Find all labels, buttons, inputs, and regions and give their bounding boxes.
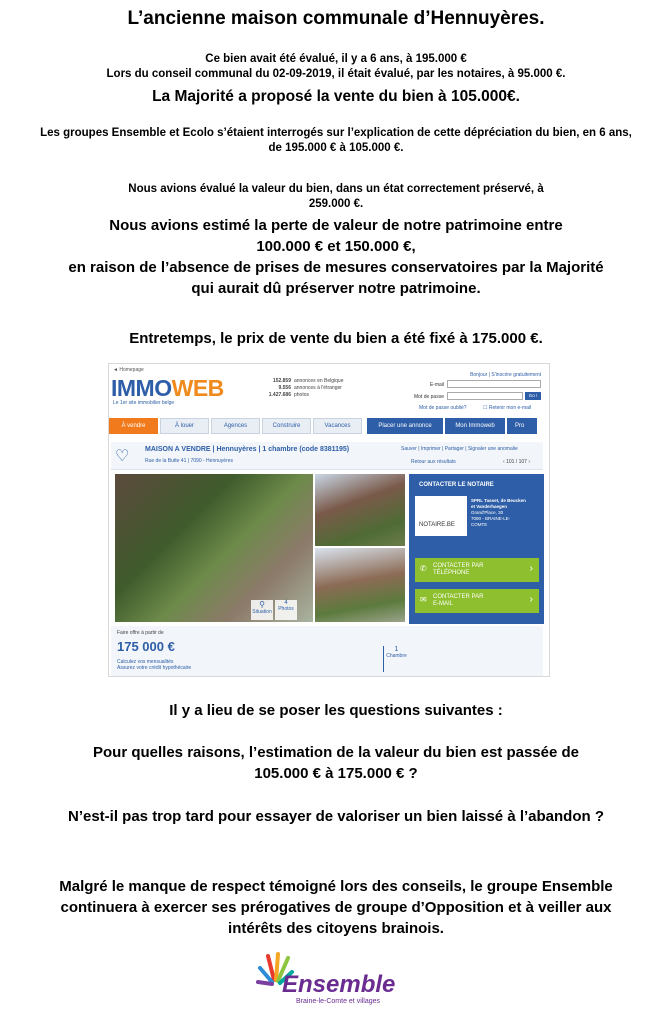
credit-insurance-link[interactable]: Assurez votre crédit hypothécaire bbox=[117, 665, 192, 671]
tab-a-vendre[interactable]: À vendre bbox=[109, 418, 158, 434]
intro-line: Lors du conseil communal du 02-09-2019, il était évalué, par les notaires, à 95.000 €. bbox=[106, 68, 566, 80]
result-counter bbox=[503, 459, 530, 465]
ensemble-logo bbox=[256, 950, 416, 1010]
homepage-link[interactable]: ◄ Homepage bbox=[113, 367, 144, 373]
stat-row bbox=[259, 378, 344, 385]
text-line: intérêts des citoyens brainois. bbox=[228, 920, 444, 937]
stat-label: annonces en Belgique bbox=[294, 378, 344, 384]
email-field[interactable] bbox=[447, 380, 541, 388]
heart-icon[interactable]: ♡ bbox=[115, 448, 130, 465]
password-label: Mot de passe bbox=[413, 394, 444, 400]
mortgage-calc-link[interactable]: Calculez vos mensualités bbox=[117, 659, 174, 665]
tab-vacances[interactable]: Vacances bbox=[313, 418, 362, 434]
notary-line: SPRL Tasset, de Beucken bbox=[471, 498, 526, 503]
label-line: CONTACTER PAR bbox=[433, 594, 484, 600]
mail-icon: ✉ bbox=[420, 595, 427, 604]
property-header bbox=[111, 442, 543, 470]
back-link[interactable]: Retour aux résultats bbox=[411, 459, 456, 465]
counter-text: 101 / 107 bbox=[506, 459, 527, 465]
text-line: Les groupes Ensemble et Ecolo s’étaient interrogés sur l’explication de cette dépréciation du bien, en 6 ans, bbox=[40, 127, 632, 139]
notary-line: Grand'Place, 30 bbox=[471, 510, 504, 515]
stat-label: photos bbox=[294, 392, 310, 398]
thumbnail-photo[interactable] bbox=[315, 548, 405, 622]
questions-intro: Il y a lieu de se poser les questions suivantes : bbox=[169, 702, 503, 719]
property-actions[interactable]: Sauver | Imprimer | Partager | Signaler une anomalie bbox=[401, 446, 518, 452]
immoweb-logo bbox=[111, 375, 224, 402]
notary-logo-box bbox=[415, 496, 467, 536]
ensemble-logo-name: Ensemble bbox=[282, 971, 396, 998]
text-line: Nous avions estimé la perte de valeur de notre patrimoine entre bbox=[109, 217, 563, 234]
text-line: qui aurait dû préserver notre patrimoine. bbox=[191, 280, 481, 297]
forgot-link[interactable]: Mot de passe oublié? bbox=[419, 405, 467, 411]
chevron-right-icon: › bbox=[529, 594, 533, 605]
stat-number: 1.427.686 bbox=[268, 392, 291, 398]
text-line: de 195.000 € à 105.000 €. bbox=[268, 142, 404, 154]
notary-logo: NOTAIRE.BE bbox=[419, 522, 455, 528]
contact-panel bbox=[409, 474, 544, 624]
go-button[interactable]: Go ! bbox=[525, 392, 541, 400]
page-title: L’ancienne maison communale d’Hennuyères. bbox=[127, 8, 545, 29]
stat-number: 152.859 bbox=[272, 378, 291, 384]
logo-part: IMMO bbox=[111, 375, 172, 401]
stat-label: annonces à l'étranger bbox=[294, 385, 342, 391]
price-label: Faire offre à partir de bbox=[117, 630, 164, 636]
contact-email-button[interactable] bbox=[415, 589, 539, 613]
price-fixed: Entretemps, le prix de vente du bien a été fixé à 175.000 €. bbox=[129, 330, 543, 347]
our-evaluation bbox=[0, 182, 672, 212]
pro-button[interactable] bbox=[507, 418, 537, 434]
situation-label: Situation bbox=[252, 609, 272, 615]
text-line: 105.000 € à 175.000 € ? bbox=[254, 765, 418, 782]
conclusion bbox=[0, 876, 672, 939]
groups-question bbox=[0, 126, 672, 156]
contact-title: CONTACTER LE NOTAIRE bbox=[419, 482, 494, 488]
notary-line: et Vanderhaegen bbox=[471, 504, 508, 509]
text-line: 259.000 €. bbox=[308, 198, 364, 210]
text-line: Nous avions évalué la valeur du bien, dans un état correctement préservé, à bbox=[128, 183, 544, 195]
email-row bbox=[401, 380, 547, 390]
label-line: TÉLÉPHONE bbox=[433, 570, 470, 576]
email-label: E-mail bbox=[429, 382, 444, 388]
place-ad-button[interactable]: Placer une annonce bbox=[367, 418, 443, 434]
price-value: 175 000 € bbox=[117, 639, 175, 654]
label-line: CONTACTER PAR bbox=[433, 563, 484, 569]
contact-phone-button[interactable] bbox=[415, 558, 539, 582]
login-links[interactable]: Bonjour | S'inscrire gratuitement bbox=[470, 372, 541, 378]
logo-part: WEB bbox=[171, 375, 224, 401]
question-1 bbox=[0, 742, 672, 784]
header-buttons bbox=[367, 418, 539, 434]
contact-phone-label bbox=[433, 563, 483, 577]
photos-label: Photos bbox=[278, 606, 294, 612]
remember-label: Retenir mon e-mail bbox=[488, 405, 532, 411]
notary-info bbox=[471, 498, 526, 528]
question-2: N’est-il pas trop tard pour essayer de valoriser un bien laissé à l’abandon ? bbox=[68, 808, 604, 825]
text-line: 100.000 € et 150.000 €, bbox=[256, 238, 416, 255]
tab-construire[interactable]: Construire bbox=[262, 418, 311, 434]
contact-email-label bbox=[433, 594, 483, 608]
tagline: Le 1er site immobilier belge bbox=[113, 400, 175, 406]
immoweb-screenshot bbox=[108, 363, 550, 677]
text-line: continuera à exercer ses prérogatives de groupe d’Opposition et à veiller aux bbox=[60, 899, 612, 916]
price-box bbox=[111, 626, 543, 676]
notary-line: 7090 - BRAINE-LE- bbox=[471, 516, 511, 521]
my-immoweb-button[interactable]: Mon Immoweb bbox=[445, 418, 505, 434]
chevron-left-icon[interactable]: ‹ bbox=[503, 459, 505, 465]
remember-checkbox[interactable]: ☐ Retenir mon e-mail bbox=[483, 405, 532, 411]
bedrooms-number: 1 bbox=[394, 646, 399, 653]
photos-button[interactable] bbox=[275, 600, 297, 620]
majority-proposal: La Majorité a proposé la vente du bien à 105.000€. bbox=[152, 88, 520, 105]
map-pin-icon: ⚲ bbox=[259, 600, 265, 609]
label-line: E-MAIL bbox=[433, 601, 454, 607]
loss-estimate bbox=[0, 215, 672, 299]
thumbnail-photo[interactable] bbox=[315, 474, 405, 546]
stat-number: 9.556 bbox=[278, 385, 291, 391]
main-photo[interactable] bbox=[115, 474, 313, 622]
bedrooms-count bbox=[383, 646, 409, 672]
ensemble-logo-mark bbox=[256, 950, 416, 1010]
property-address: Rue de la Butte 41 | 7090 - Hennuyères bbox=[145, 458, 234, 464]
site-stats bbox=[259, 378, 344, 399]
intro-text bbox=[0, 52, 672, 82]
text-line: en raison de l’absence de prises de mesures conservatoires par la Majorité bbox=[68, 259, 604, 276]
password-row bbox=[401, 392, 547, 402]
ensemble-logo-sub: Braine-le-Comte et villages bbox=[296, 998, 381, 1005]
chevron-right-icon: › bbox=[529, 563, 533, 574]
property-title: MAISON A VENDRE | Hennuyères | 1 chambre (code 8381195) bbox=[145, 446, 350, 453]
situation-button[interactable] bbox=[251, 600, 273, 620]
text-line: Malgré le manque de respect témoigné lors des conseils, le groupe Ensemble bbox=[59, 878, 613, 895]
intro-line: Ce bien avait été évalué, il y a 6 ans, à 195.000 € bbox=[205, 53, 467, 65]
photos-count: 4 bbox=[284, 600, 288, 606]
pro-label: Pro bbox=[515, 423, 525, 429]
bedrooms-label: Chambre bbox=[386, 653, 407, 659]
notary-line: COMTE bbox=[471, 522, 488, 527]
text-line: Pour quelles raisons, l’estimation de la valeur du bien est passée de bbox=[93, 744, 579, 761]
chevron-right-icon[interactable]: › bbox=[528, 459, 530, 465]
tab-agences[interactable]: Agences bbox=[211, 418, 260, 434]
tab-a-louer[interactable]: À louer bbox=[160, 418, 209, 434]
stat-row bbox=[259, 385, 344, 392]
phone-icon: ✆ bbox=[420, 564, 427, 573]
price-links bbox=[117, 659, 191, 671]
password-field[interactable] bbox=[447, 392, 523, 400]
main-tabs bbox=[109, 418, 364, 434]
stat-row bbox=[259, 392, 344, 399]
